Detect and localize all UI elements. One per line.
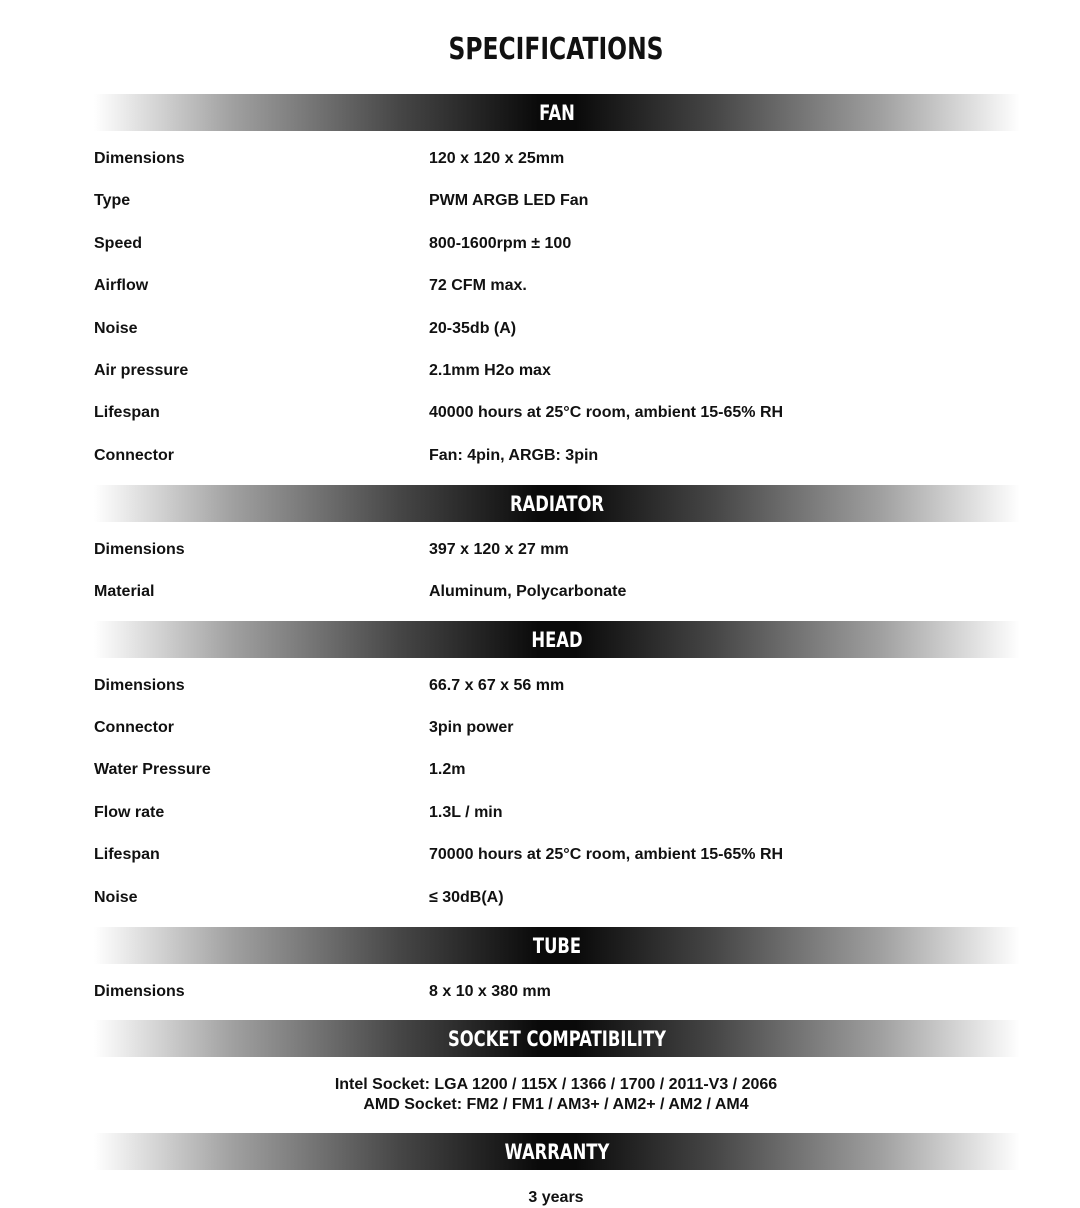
spec-label: Dimensions [94, 150, 185, 167]
spec-label: Lifespan [94, 404, 160, 421]
section-header-head [94, 621, 1020, 658]
section-title-radiator: RADIATOR [509, 492, 605, 516]
section-title-tube: TUBE [532, 934, 582, 958]
spec-label: Dimensions [94, 541, 185, 558]
spec-label: Connector [94, 447, 174, 464]
spec-label: Dimensions [94, 983, 185, 1000]
spec-row [94, 843, 1020, 867]
spec-value: ≤ 30dB(A) [429, 889, 504, 906]
spec-label: Material [94, 583, 155, 600]
spec-row [94, 444, 1020, 468]
spec-value: 2.1mm H2o max [429, 362, 551, 379]
spec-row [94, 580, 1020, 604]
spec-row [94, 674, 1020, 698]
spec-value: 397 x 120 x 27 mm [429, 541, 569, 558]
spec-value: 3pin power [429, 719, 514, 736]
spec-row [94, 538, 1020, 562]
spec-label: Speed [94, 235, 143, 252]
section-title-head: HEAD [531, 628, 583, 652]
spec-value: 1.3L / min [429, 804, 503, 821]
spec-row [94, 147, 1020, 171]
spec-label: Airflow [94, 277, 149, 294]
spec-label: Flow rate [94, 804, 165, 821]
section-header-radiator [94, 485, 1020, 522]
spec-label: Noise [94, 889, 138, 906]
spec-row [94, 886, 1020, 910]
socket-intel-line: Intel Socket: LGA 1200 / 115X / 1366 / 1700 / 2011-V3 / 2066 [334, 1076, 778, 1093]
section-header-socket-compatibility [94, 1020, 1020, 1057]
section-title-fan: FAN [539, 101, 575, 125]
section-header-tube [94, 927, 1020, 964]
spec-value: Fan: 4pin, ARGB: 3pin [429, 447, 599, 464]
spec-value: 800-1600rpm ± 100 [429, 235, 572, 252]
section-title-socket-compatibility: SOCKET COMPATIBILITY [447, 1027, 667, 1051]
spec-value: 72 CFM max. [429, 277, 527, 294]
spec-row [94, 401, 1020, 425]
spec-value: 1.2m [429, 761, 466, 778]
spec-row [94, 232, 1020, 256]
spec-value: Aluminum, Polycarbonate [429, 583, 627, 600]
section-header-fan [94, 94, 1020, 131]
spec-value: PWM ARGB LED Fan [429, 192, 589, 209]
spec-row [94, 359, 1020, 383]
spec-label: Lifespan [94, 846, 160, 863]
spec-row [94, 716, 1020, 740]
spec-row [94, 274, 1020, 298]
spec-label: Water Pressure [94, 761, 211, 778]
spec-row [94, 980, 1020, 1004]
spec-label: Air pressure [94, 362, 189, 379]
section-header-warranty [94, 1133, 1020, 1170]
spec-value: 8 x 10 x 380 mm [429, 983, 551, 1000]
socket-amd-line: AMD Socket: FM2 / FM1 / AM3+ / AM2+ / AM2 / AM4 [363, 1096, 749, 1113]
spec-value: 40000 hours at 25°C room, ambient 15-65% RH [429, 404, 784, 421]
spec-value: 66.7 x 67 x 56 mm [429, 677, 565, 694]
spec-row [94, 317, 1020, 341]
spec-row [94, 801, 1020, 825]
spec-row [94, 758, 1020, 782]
spec-value: 20-35db (A) [429, 320, 517, 337]
page-title: SPECIFICATIONS [448, 32, 664, 67]
spec-row [94, 189, 1020, 213]
spec-value: 70000 hours at 25°C room, ambient 15-65% RH [429, 846, 784, 863]
spec-label: Connector [94, 719, 174, 736]
warranty-value: 3 years [528, 1189, 584, 1206]
spec-label: Type [94, 192, 131, 209]
spec-value: 120 x 120 x 25mm [429, 150, 565, 167]
section-title-warranty: WARRANTY [504, 1140, 610, 1164]
spec-label: Dimensions [94, 677, 185, 694]
spec-label: Noise [94, 320, 138, 337]
